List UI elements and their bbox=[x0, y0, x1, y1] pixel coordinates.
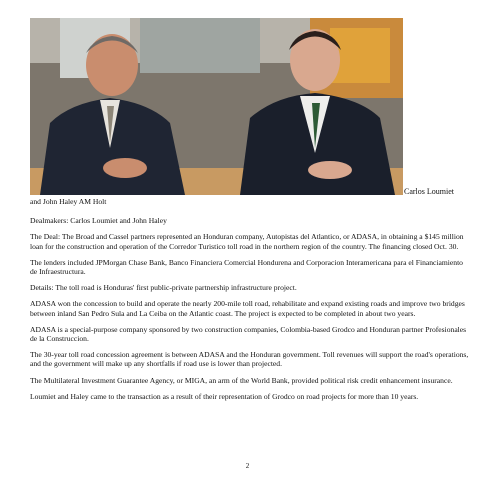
article-body bbox=[30, 197, 470, 408]
paragraph-concession: ADASA won the concession to build and operate the nearly 200-mile toll road, rehabilitate and expand existing roads and improve two bridges between inland San Pedro Sula and La Ceiba on the Atlantic coast. The project is expected to be completed in about two years. bbox=[30, 299, 465, 318]
photo-caption-continued: and John Haley AM Holt bbox=[30, 197, 107, 206]
paragraph-dealmakers: Dealmakers: Carlos Loumiet and John Haley bbox=[30, 216, 167, 226]
paragraph-lenders: The lenders included JPMorgan Chase Bank, Banco Financiera Comercial Hondurena and Corporacion Interamericana para el Financiamiento de Infraestructura. bbox=[30, 257, 463, 277]
portrait-photo bbox=[30, 18, 403, 195]
photo-caption: Carlos Loumiet bbox=[404, 187, 454, 196]
paragraph-adasa: ADASA is a special-purpose company sponsored by two construction companies, Colombia-based Grodco and Honduran partner Profesionales de la Construccion. bbox=[30, 324, 467, 344]
paragraph-deal: The Deal: The Broad and Cassel partners represented an Honduran company, Autopistas del Atlantico, or ADASA, in obtaining a $145 million loan for the construction and operation of the Corredor Turistico toll road in the northern region of the country. The financing closed Oct. 30. bbox=[30, 232, 464, 251]
paragraph-miga: The Multilateral Investment Guarantee Agency, or MIGA, an arm of the World Bank, provided political risk credit enhancement insurance. bbox=[30, 375, 453, 385]
paragraph-agreement: The 30-year toll road concession agreement is between ADASA and the Honduran government. Toll revenues will support the road's operations, and the government will make up any shortfalls if road use is lower than projected. bbox=[30, 350, 469, 369]
paragraph-details: Details: The toll road is Honduras' first public-private partnership infrastructure project. bbox=[30, 283, 297, 293]
paragraph-loumiet-haley: Loumiet and Haley came to the transaction as a result of their representation of Grodco on road projects for more than 10 years. bbox=[30, 391, 419, 401]
page-number: 2 bbox=[245, 462, 250, 470]
photo-illustration bbox=[30, 18, 403, 195]
